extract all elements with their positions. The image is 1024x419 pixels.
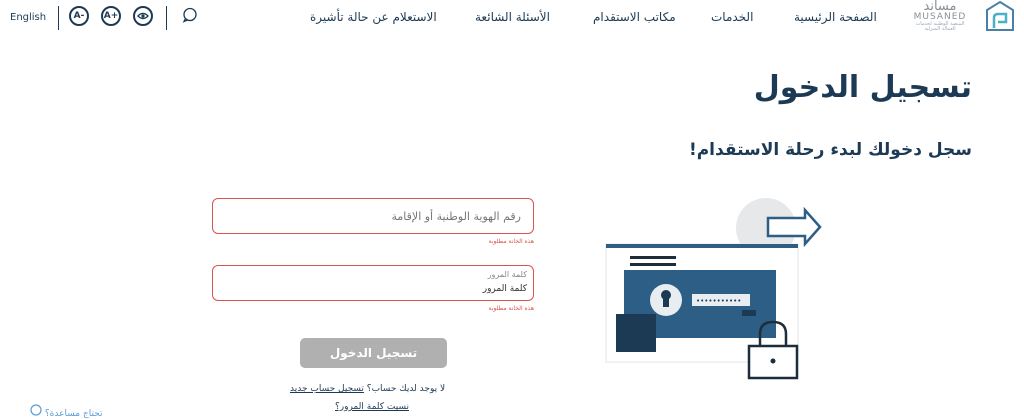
id-error-text: هذه الخانة مطلوبة <box>488 238 534 245</box>
login-illustration <box>600 198 830 388</box>
page-subtitle: سجل دخولك لبدء رحلة الاستقدام! <box>688 140 972 160</box>
no-account-text: لا يوجد لديك حساب؟ <box>366 384 446 394</box>
font-increase-button[interactable]: A+ <box>101 6 121 26</box>
nav-recruitment-offices[interactable]: مكاتب الاستقدام <box>593 10 676 24</box>
forgot-password-link[interactable]: نسيت كلمة المرور؟ <box>335 402 409 412</box>
password-value: كلمة المرور <box>482 284 527 294</box>
top-bar <box>0 0 1024 36</box>
nav-services[interactable]: الخدمات <box>711 10 754 24</box>
eye-icon <box>137 12 149 20</box>
contrast-eye-button[interactable] <box>133 6 153 26</box>
register-prompt <box>290 384 445 394</box>
musaned-logo-icon[interactable] <box>984 0 1016 34</box>
page-title: تسجيل الدخول <box>753 70 972 105</box>
password-label: كلمة المرور <box>487 270 527 279</box>
help-text: تحتاج مساعدة؟ <box>44 409 103 419</box>
musaned-logo-text[interactable]: مساند MUSANED المنصة الوطنية لخدمات العمالة المنزلية <box>913 0 967 32</box>
svg-text:•••••••••••: ••••••••••• <box>696 297 742 305</box>
help-widget[interactable] <box>30 404 103 419</box>
id-number-field[interactable] <box>212 198 534 234</box>
login-button[interactable]: تسجيل الدخول <box>300 338 447 368</box>
password-field[interactable] <box>212 265 534 301</box>
register-link[interactable]: تسجيل حساب جديد <box>290 384 364 394</box>
divider <box>166 6 167 30</box>
language-toggle[interactable]: English <box>10 12 47 23</box>
chat-icon[interactable] <box>182 7 198 23</box>
help-icon <box>30 404 42 416</box>
divider <box>58 6 59 30</box>
password-error-text: هذه الخانة مطلوبة <box>488 305 534 312</box>
id-number-placeholder: رقم الهوية الوطنية أو الإقامة <box>391 210 521 223</box>
nav-faq[interactable]: الأسئلة الشائعة <box>475 10 550 24</box>
font-decrease-button[interactable]: A- <box>69 6 89 26</box>
nav-visa-status[interactable]: الاستعلام عن حالة تأشيرة <box>310 10 437 24</box>
nav-home[interactable]: الصفحة الرئيسية <box>794 10 877 24</box>
decor-square <box>616 314 656 352</box>
